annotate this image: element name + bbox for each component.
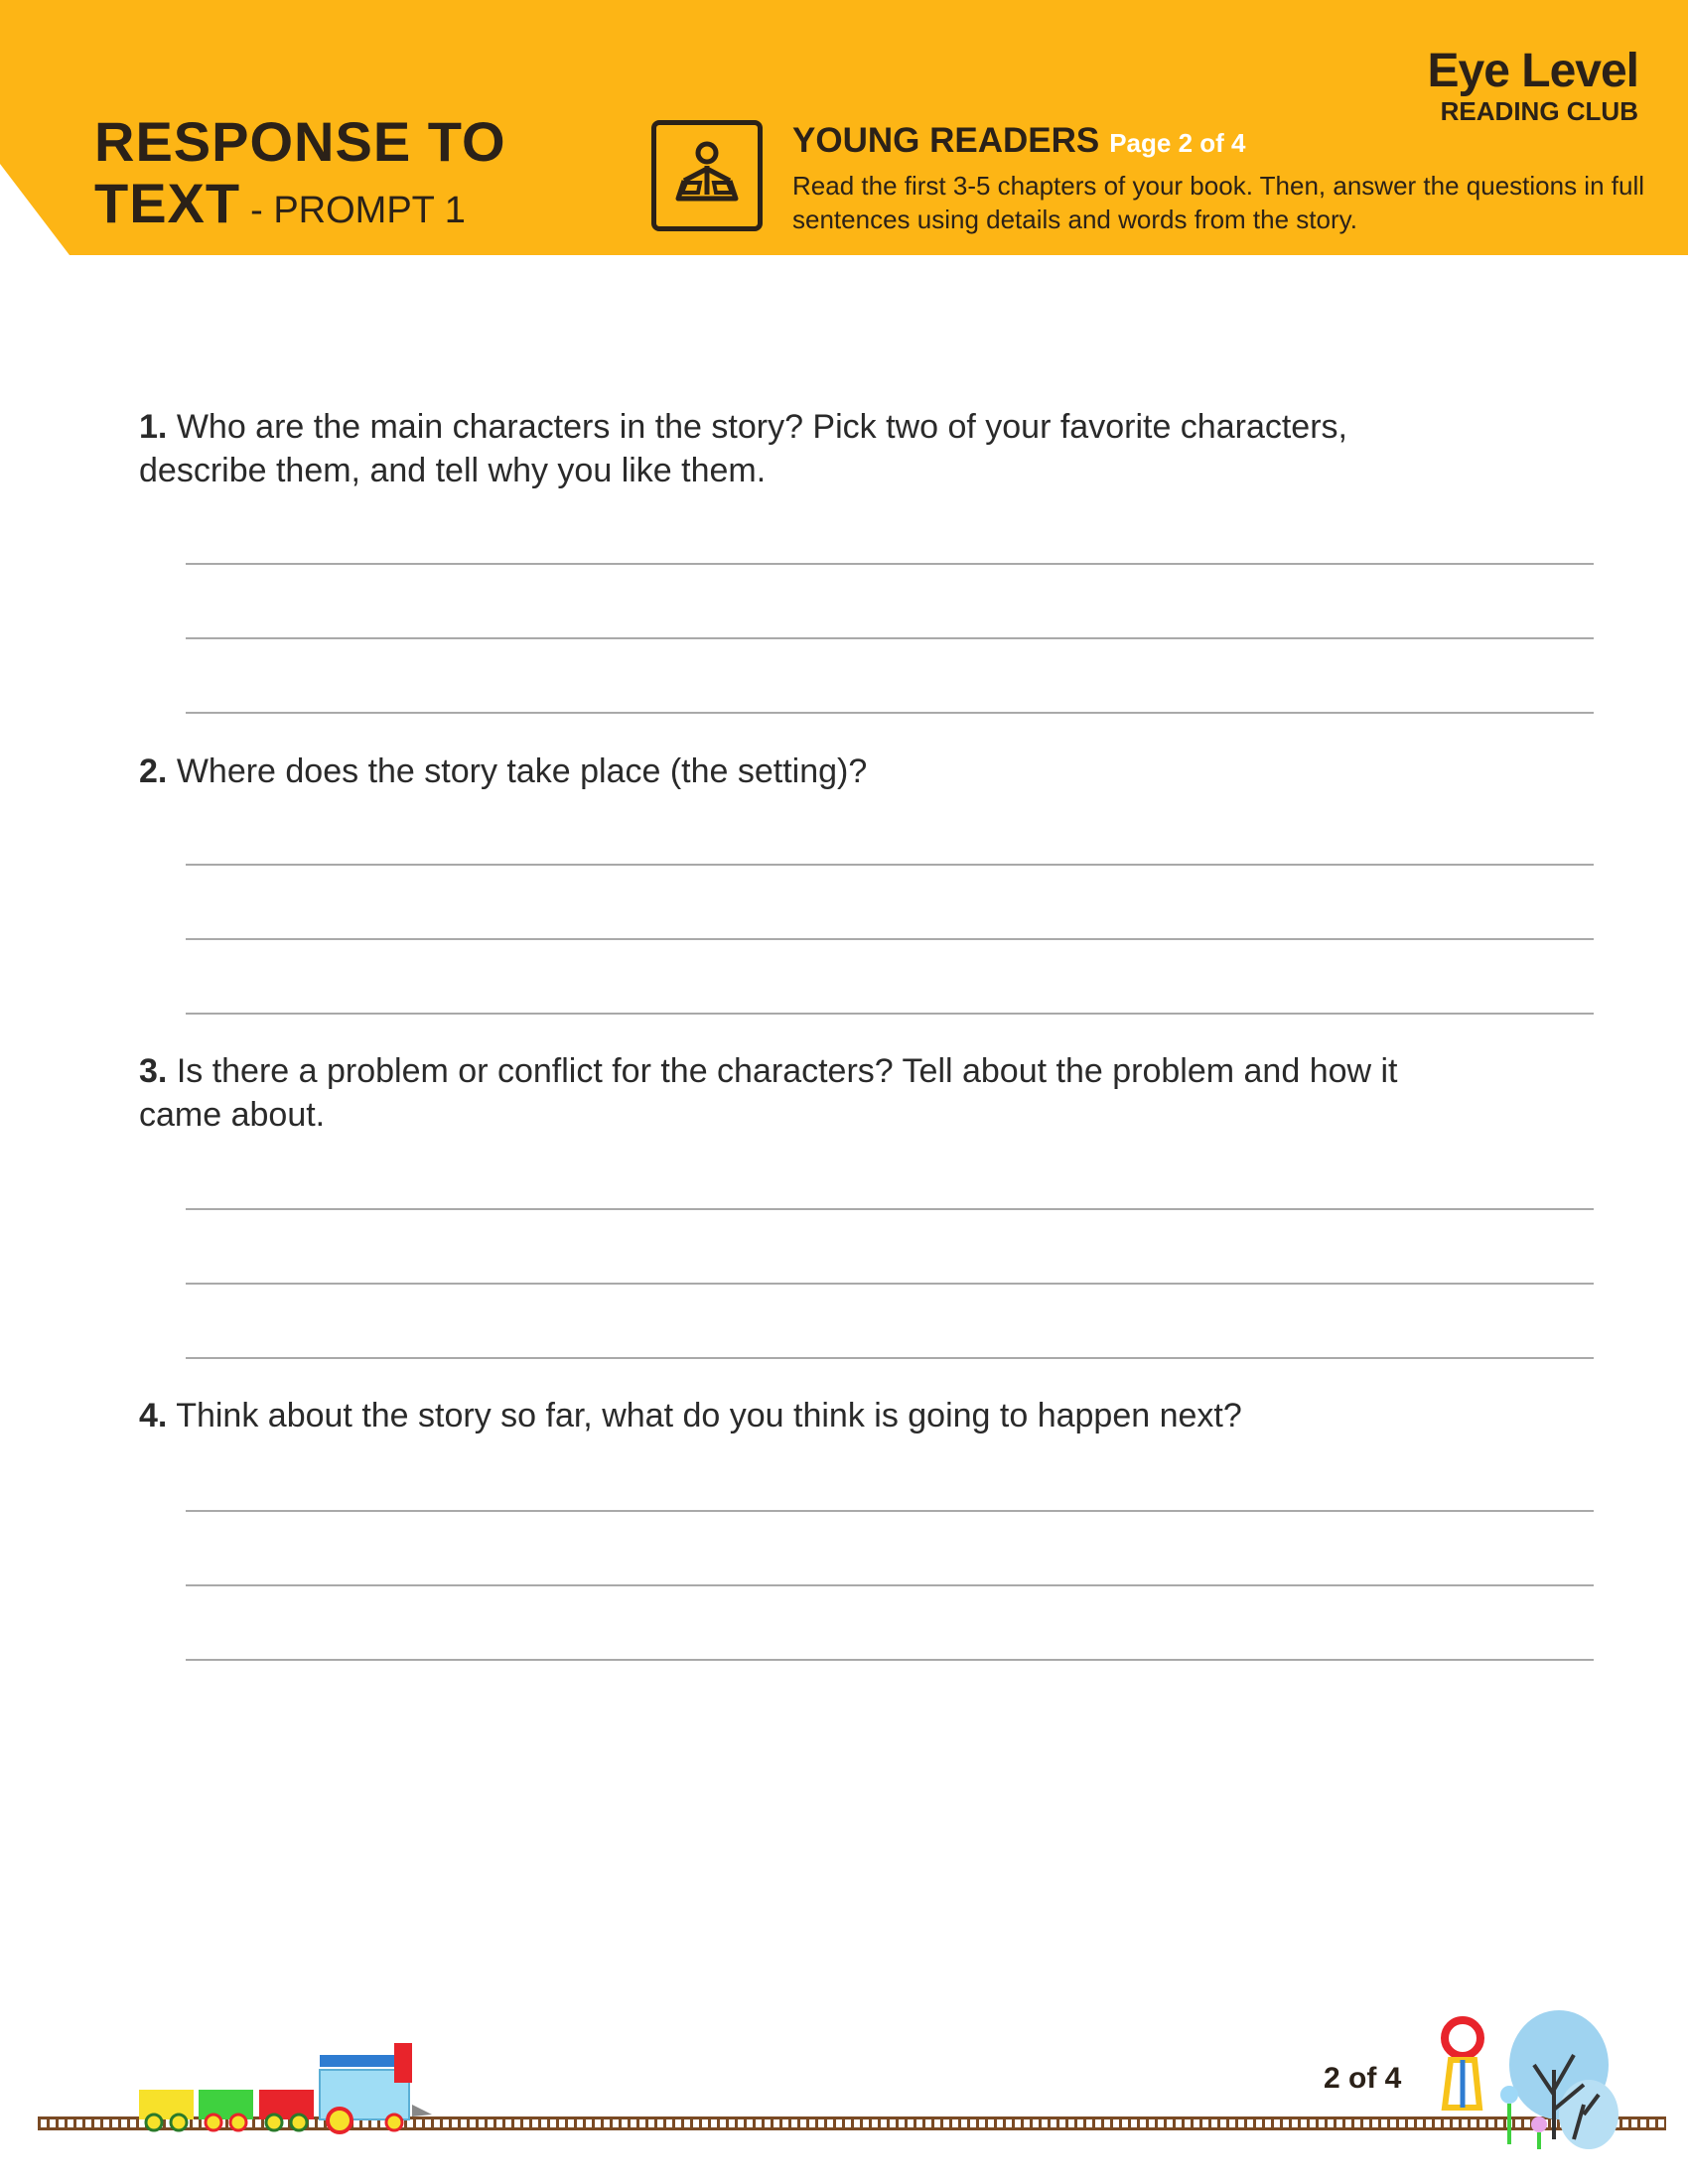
answer-line[interactable] bbox=[186, 712, 1594, 714]
question-2-text: Where does the story take place (the setting)? bbox=[176, 752, 868, 790]
answer-line[interactable] bbox=[186, 1208, 1594, 1210]
instructions-text: Read the first 3-5 chapters of your book. Then, answer the questions in full sentences using details and words from the story. bbox=[792, 171, 1644, 234]
train-icon bbox=[134, 2035, 452, 2134]
answer-line[interactable] bbox=[186, 938, 1594, 940]
section-heading bbox=[792, 121, 1246, 161]
tree-landscape-icon bbox=[1425, 2000, 1643, 2169]
logo-eye-level: Eye Level bbox=[1427, 45, 1638, 97]
question-4-text: Think about the story so far, what do you think is going to happen next? bbox=[176, 1397, 1242, 1434]
answer-line[interactable] bbox=[186, 1659, 1594, 1661]
question-3 bbox=[139, 1049, 1410, 1137]
question-3-number: 3. bbox=[139, 1052, 168, 1090]
section-label: YOUNG READERS bbox=[792, 121, 1100, 160]
reader-book-icon bbox=[651, 120, 763, 231]
question-1 bbox=[139, 405, 1410, 492]
title-subtitle: - PROMPT 1 bbox=[250, 190, 466, 231]
title-line-1: RESPONSE TO bbox=[94, 110, 506, 173]
answer-line[interactable] bbox=[186, 1357, 1594, 1359]
answer-line[interactable] bbox=[186, 864, 1594, 866]
question-4 bbox=[139, 1394, 1410, 1437]
answer-line[interactable] bbox=[186, 563, 1594, 565]
question-3-text: Is there a problem or conflict for the characters? Tell about the problem and how it came about. bbox=[139, 1052, 1398, 1134]
logo-reading-club: READING CLUB bbox=[1440, 96, 1638, 126]
answer-line[interactable] bbox=[186, 637, 1594, 639]
page-number: 2 of 4 bbox=[1324, 2062, 1402, 2095]
answer-line[interactable] bbox=[186, 1510, 1594, 1512]
answer-line[interactable] bbox=[186, 1013, 1594, 1015]
question-1-text: Who are the main characters in the story? Pick two of your favorite characters, describe them, and tell why you like them. bbox=[139, 408, 1347, 489]
question-2-number: 2. bbox=[139, 752, 168, 790]
page-title bbox=[94, 111, 506, 241]
title-line-2-main: TEXT bbox=[94, 172, 241, 234]
eye-level-logo bbox=[1428, 46, 1638, 125]
question-4-number: 4. bbox=[139, 1397, 168, 1434]
page-indicator: Page 2 of 4 bbox=[1109, 128, 1246, 158]
question-1-number: 1. bbox=[139, 408, 168, 446]
answer-line[interactable] bbox=[186, 1584, 1594, 1586]
title-line-2 bbox=[94, 173, 506, 241]
answer-line[interactable] bbox=[186, 1283, 1594, 1285]
question-2 bbox=[139, 750, 1410, 793]
